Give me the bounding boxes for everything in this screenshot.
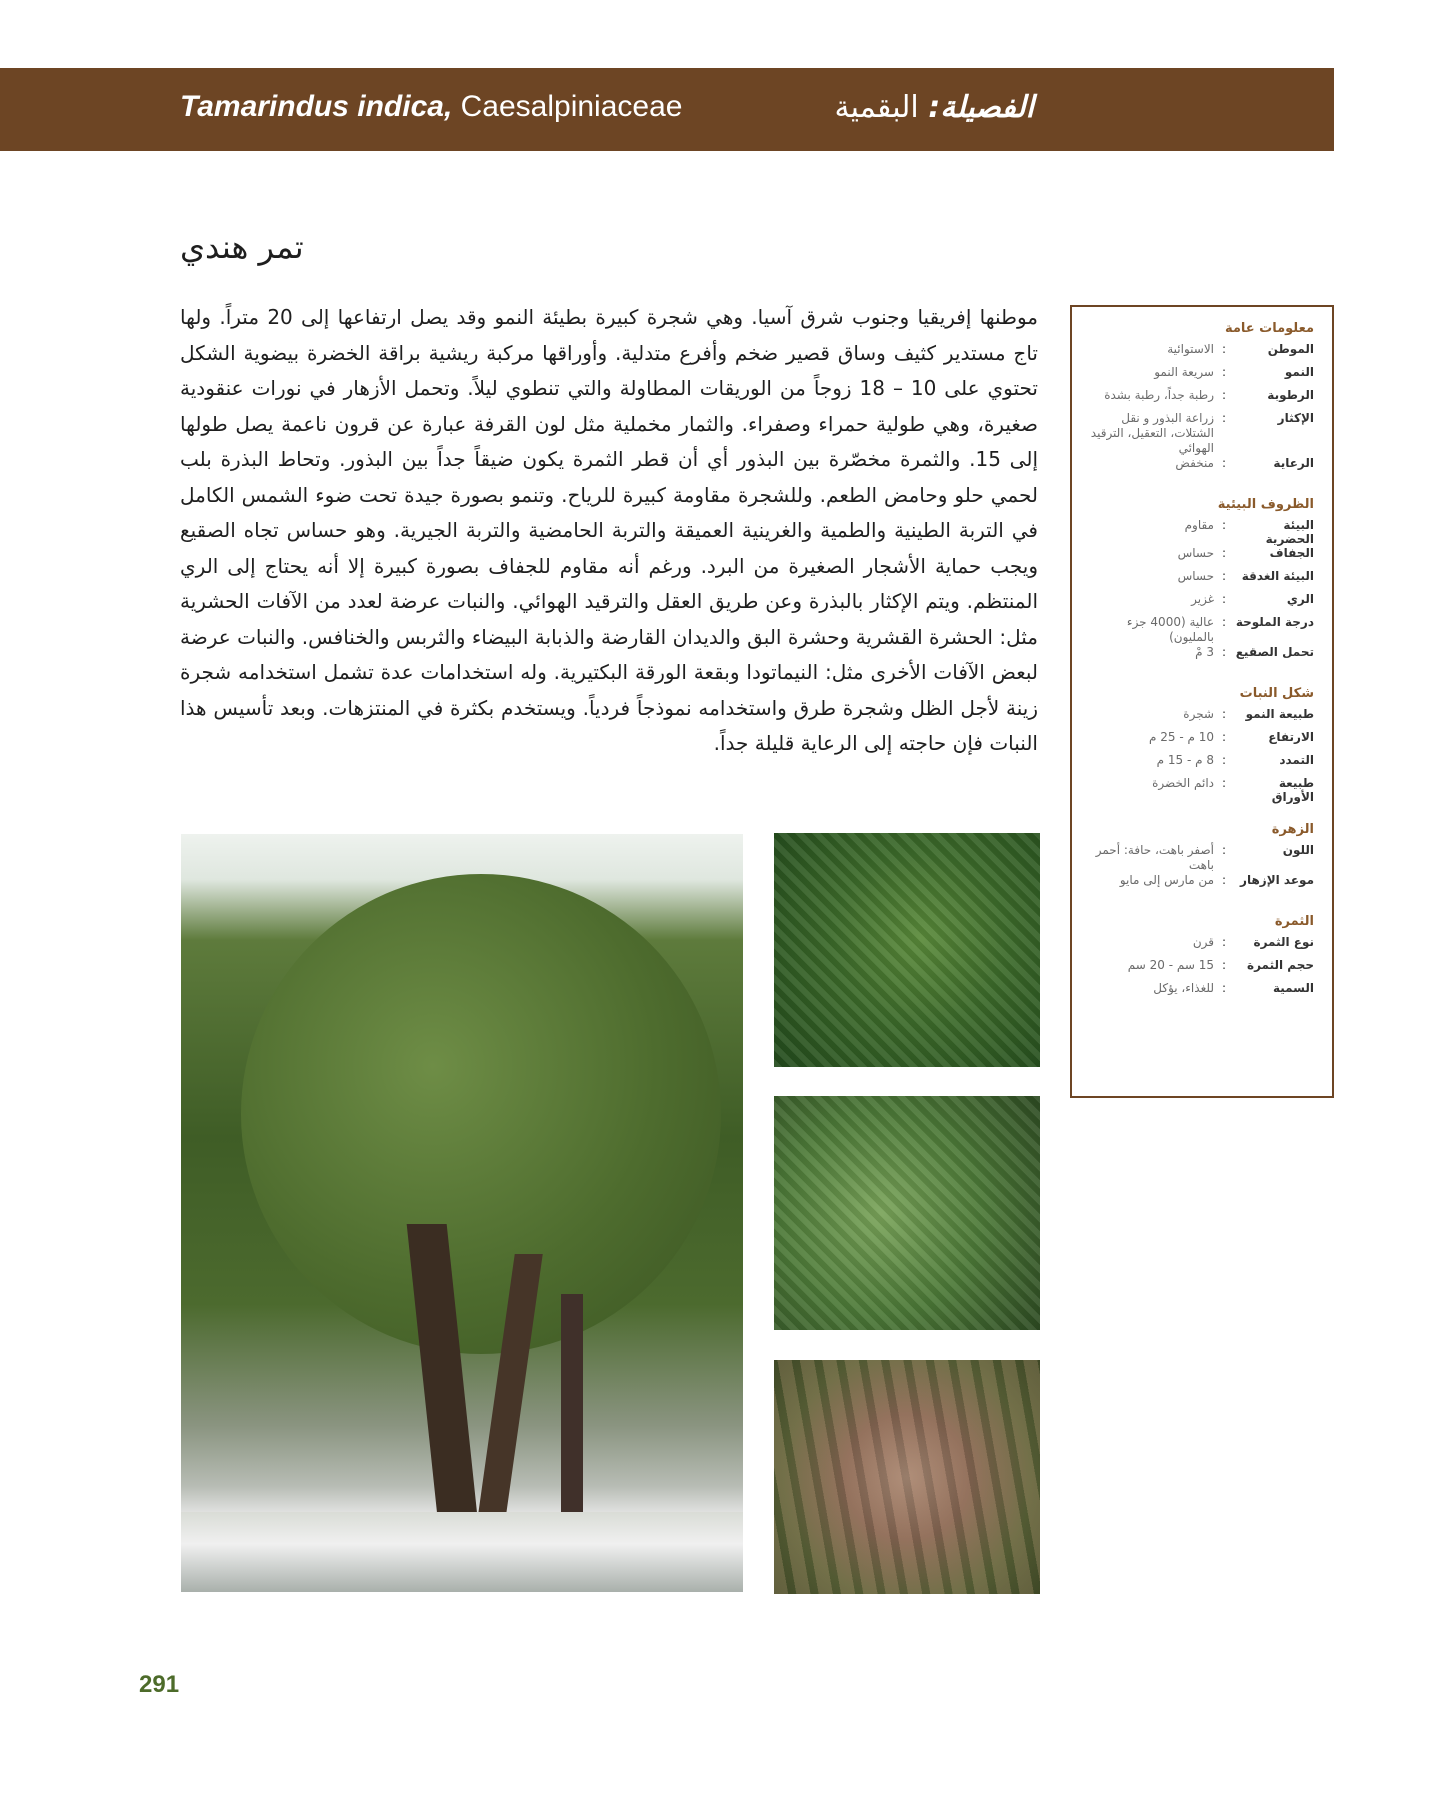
info-value: عالية (4000 جزء بالمليون) [1126, 615, 1214, 644]
section-title: الزهرة [1271, 822, 1314, 837]
description-paragraph: موطنها إفريقيا وجنوب شرق آسيا. وهي شجرة كبيرة بطيئة النمو وقد يصل ارتفاعها إلى 20 متراً. ولها تاج مستدير كثيف وساق قصير ضخم وأفرع متدلية. وأوراقها مركبة ريشية براقة الخضرة بيضوية الشكل تحتوي على 10 – 18 زوجاً من الوريقات المطاولة والتي تنطوي ليلاً. وتحمل الأزهار في نورات عنقودية صغيرة، وهي طولية حمراء وصفراء. والثمار مخملية مثل لون القرفة عبارة عن قرون ناعمة يصل طولها إلى 15. والثمرة مخصّرة بين البذور أي أن قطر الثمرة يكون ضيقاً جداً بين البذور. وتحاط البذرة بلب لحمي حلو وحامض الطعم. وللشجرة مقاومة كبيرة للرياح. وتنمو بصورة جيدة تحت ضوء الشمس الكامل في التربة الطينية والطمية والغرينية العميقة والتربة الحامضية والتربة الجيرية. وهو حساس تجاه الصقيع ويجب حماية الأشجار الصغيرة من البرد. ورغم أنه مقاوم للجفاف بصورة كبيرة إلا أنه يحتاج إلى الري المنتظم. ويتم الإكثار بالبذرة وعن طريق العقل والترقيد الهوائي. والنبات عرضة لعدد من الآفات الحشرية مثل: الحشرة القشرية وحشرة البق والديدان القارضة والذبابة البيضاء والثربس والخنافس. والنبات عرضة لبعض الآفات الأخرى مثل: النيماتودا وبقعة الورقة البكتيرية. وله استخدامات عدة تشمل استخدامه شجرة زينة لأجل الظل وشجرة طرق واستخدامه نموذجاً فردياً. ويستخدم بكثرة في المنتزهات. وبعد تأسيس هذا النبات فإن حاجته إلى الرعاية قليلة جداً. [180, 305, 1038, 755]
info-row [1072, 843, 1332, 873]
info-value: منخفض [1175, 456, 1214, 470]
section-flower [1072, 822, 1332, 896]
scientific-name: Tamarindus indica, [180, 90, 453, 123]
section-form [1072, 686, 1332, 804]
info-box [1070, 305, 1334, 1098]
info-separator: : [1221, 546, 1227, 560]
info-row [1072, 592, 1332, 615]
latin-name [180, 90, 682, 124]
tree-photo [181, 834, 743, 1592]
info-key: الجفاف [1269, 546, 1314, 560]
info-row [1072, 388, 1332, 411]
info-key: موعد الإزهار [1240, 873, 1314, 887]
street-ground [181, 1512, 743, 1592]
info-row [1072, 776, 1332, 804]
section-general [1072, 321, 1332, 479]
info-separator: : [1221, 592, 1227, 606]
info-key: البيئة الحضرية [1265, 518, 1314, 546]
info-separator: : [1221, 456, 1227, 470]
arabic-family [835, 90, 1034, 125]
info-value: الاستوائية [1167, 342, 1214, 356]
info-separator: : [1221, 981, 1227, 995]
info-key: درجة الملوحة [1235, 615, 1314, 629]
info-row [1072, 615, 1332, 645]
info-value: 8 م - 15 م [1156, 753, 1214, 767]
info-separator: : [1221, 411, 1227, 425]
leaves-photo [774, 833, 1040, 1067]
info-separator: : [1221, 707, 1227, 721]
info-separator: : [1221, 365, 1227, 379]
section-rows [1072, 342, 1332, 479]
info-key: التمدد [1279, 753, 1314, 767]
info-value: مقاوم [1184, 518, 1214, 532]
info-row [1072, 753, 1332, 776]
section-rows [1072, 518, 1332, 668]
info-key: الارتفاع [1268, 730, 1314, 744]
info-row [1072, 645, 1332, 668]
foliage-photo [774, 1096, 1040, 1330]
info-key: حجم الثمرة [1247, 958, 1314, 972]
info-separator: : [1221, 342, 1227, 356]
section-fruit [1072, 914, 1332, 1004]
info-key: الرطوبة [1267, 388, 1314, 402]
section-rows [1072, 843, 1332, 896]
info-row [1072, 981, 1332, 1004]
info-row [1072, 935, 1332, 958]
family-arabic: البقمية [834, 90, 929, 125]
info-row [1072, 873, 1332, 896]
info-value: رطبة جداً، رطبة بشدة [1104, 388, 1214, 402]
info-separator: : [1221, 569, 1227, 583]
info-value: دائم الخضرة [1152, 776, 1214, 790]
info-value: أصفر باهت، حافة: أحمر باهت [1095, 843, 1214, 872]
info-key: طبيعة الأوراق [1271, 776, 1314, 804]
info-separator: : [1221, 730, 1227, 744]
info-row [1072, 569, 1332, 592]
info-key: اللون [1282, 843, 1314, 857]
info-value: غزير [1191, 592, 1214, 606]
info-key: النمو [1284, 365, 1314, 379]
info-separator: : [1221, 776, 1227, 790]
info-separator: : [1221, 753, 1227, 767]
info-value: حساس [1177, 546, 1214, 560]
pod-texture [774, 1360, 1040, 1594]
info-value: حساس [1177, 569, 1214, 583]
info-key: نوع الثمرة [1253, 935, 1314, 949]
info-value: 15 سم - 20 سم [1127, 958, 1214, 972]
header-banner [0, 68, 1334, 151]
info-row [1072, 730, 1332, 753]
section-title: معلومات عامة [1224, 321, 1314, 336]
info-key: تحمل الصقيع [1235, 645, 1314, 659]
section-rows [1072, 935, 1332, 1004]
section-title: شكل النبات [1239, 686, 1314, 701]
info-value: سريعة النمو [1154, 365, 1214, 379]
info-separator: : [1221, 935, 1227, 949]
info-value: للغذاء، يؤكل [1153, 981, 1214, 995]
info-separator: : [1221, 518, 1227, 532]
info-separator: : [1221, 843, 1227, 857]
page-title: تمر هندي [180, 228, 304, 266]
info-key: الرعاية [1273, 456, 1314, 470]
info-row [1072, 411, 1332, 456]
info-key: السمية [1272, 981, 1314, 995]
info-key: طبيعة النمو [1245, 707, 1314, 721]
info-row [1072, 518, 1332, 546]
info-row [1072, 546, 1332, 569]
info-row [1072, 958, 1332, 981]
info-separator: : [1221, 958, 1227, 972]
family-label: الفصيلة: [928, 90, 1034, 125]
info-separator: : [1221, 873, 1227, 887]
pods-photo [774, 1360, 1040, 1594]
info-row [1072, 707, 1332, 730]
info-separator: : [1221, 388, 1227, 402]
info-row [1072, 342, 1332, 365]
info-key: البيئة الغدقة [1241, 569, 1314, 583]
family-latin: Caesalpiniaceae [452, 90, 683, 123]
info-value: شجرة [1183, 707, 1214, 721]
section-title: الظروف البيئية [1217, 497, 1314, 512]
info-separator: : [1221, 615, 1227, 629]
leaflet-texture [774, 1096, 1040, 1330]
info-separator: : [1221, 645, 1227, 659]
info-value: 10 م - 25 م [1148, 730, 1214, 744]
section-environment [1072, 497, 1332, 668]
info-value: قرن [1192, 935, 1214, 949]
info-value: 3 مْ [1195, 645, 1214, 659]
info-key: الري [1286, 592, 1314, 606]
info-row [1072, 456, 1332, 479]
info-key: الموطن [1267, 342, 1314, 356]
section-title: الثمرة [1274, 914, 1314, 929]
info-key: الإكثار [1277, 411, 1314, 425]
section-rows [1072, 707, 1332, 804]
leaflet-texture [774, 833, 1040, 1067]
info-value: من مارس إلى مايو [1119, 873, 1214, 887]
page-number: 291 [139, 1671, 180, 1698]
tree-canopy [241, 874, 721, 1354]
info-row [1072, 365, 1332, 388]
info-value: زراعة البذور و نقل الشتلات، التعقيل، الترقيد الهوائي [1090, 411, 1214, 455]
